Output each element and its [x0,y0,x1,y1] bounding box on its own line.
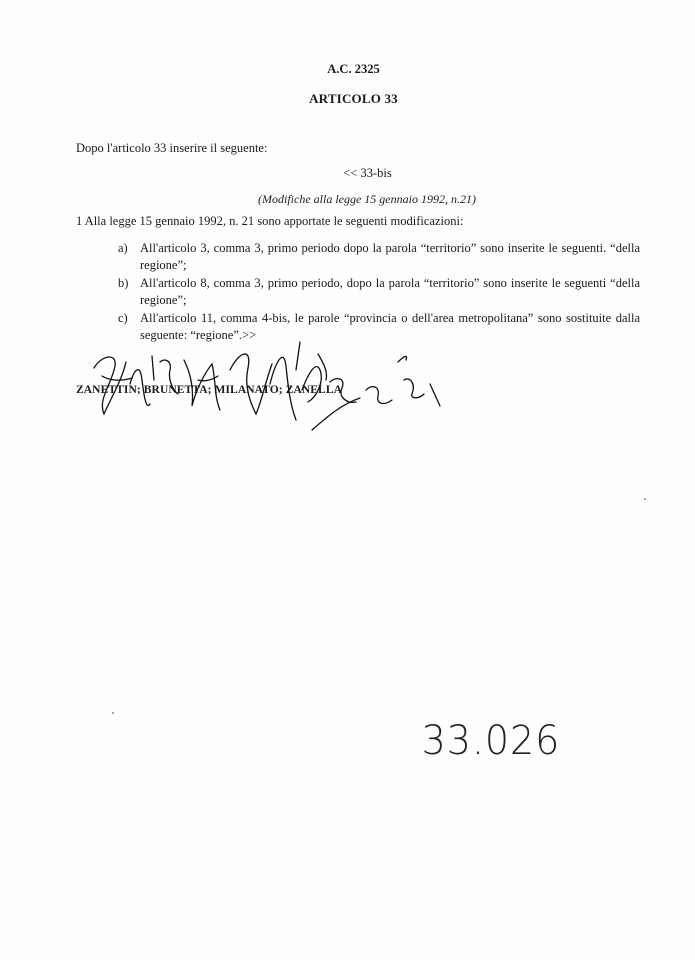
intro-text: Dopo l'articolo 33 inserire il seguente: [76,141,268,155]
handwritten-signatures [80,340,450,440]
signers-list: ZANETTIN; BRUNETTA; MILANATO; ZANELLA [76,384,342,396]
article-subtitle: (Modifiche alla legge 15 gennaio 1992, n.21) [258,192,476,206]
document-reference: A.C. 2325 [327,62,380,76]
scan-speck [644,498,646,500]
article-title: ARTICOLO 33 [309,91,398,106]
modification-mark: a) [118,241,128,255]
modification-mark: b) [118,276,129,290]
modification-text: All'articolo 11, comma 4-bis, le parole “provincia o dell'area metropolitana” sono sostituite dalla seguente: “regione”.>> [140,311,640,342]
body-paragraph: 1 Alla legge 15 gennaio 1992, n. 21 sono apportate le seguenti modificazioni: [76,214,464,228]
document-header [0,62,695,107]
modifications-list [118,240,640,345]
new-article-heading: << 33-bis [343,166,392,180]
modification-mark: c) [118,311,128,325]
modification-item-c [118,310,640,343]
modification-item-b [118,275,640,308]
scan-speck [112,712,114,714]
protocol-number: 33.026 [421,718,561,764]
modification-item-a [118,240,640,273]
modification-text: All'articolo 3, comma 3, primo periodo dopo la parola “territorio” sono inserite le seguenti. “della regione”; [140,241,640,272]
modification-text: All'articolo 8, comma 3, primo periodo, dopo la parola “territorio” sono inserite le seguenti “della regione”; [140,276,640,307]
